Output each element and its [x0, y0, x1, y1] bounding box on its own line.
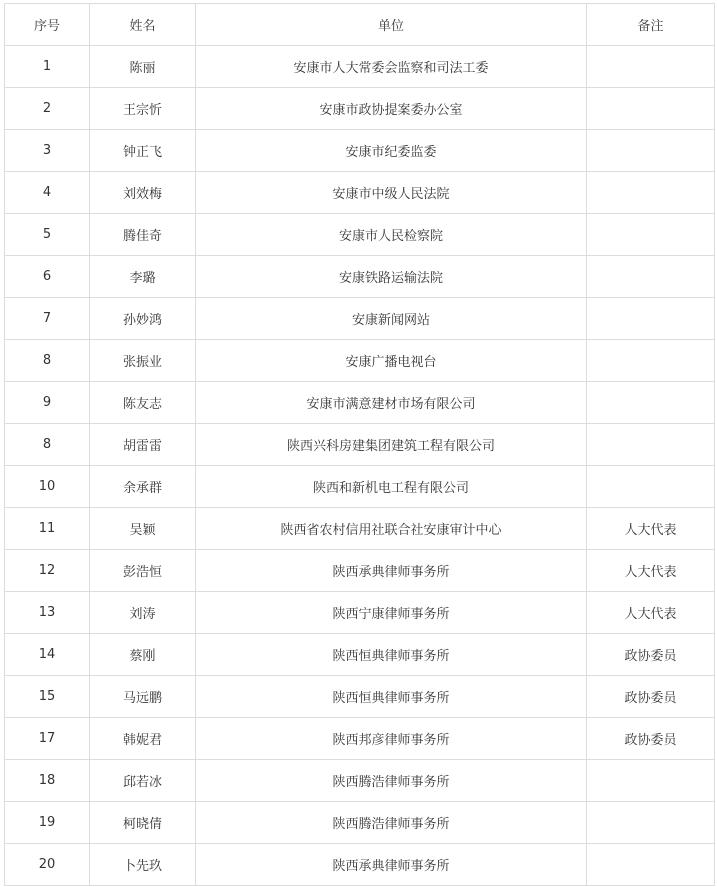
cell-name: 刘效梅 [90, 172, 196, 214]
cell-name: 腾佳奇 [90, 214, 196, 256]
cell-remarks [587, 466, 715, 508]
cell-serial: 13 [5, 592, 90, 634]
cell-remarks [587, 340, 715, 382]
cell-name: 柯晓倩 [90, 802, 196, 844]
cell-unit: 安康市政协提案委办公室 [196, 88, 587, 130]
table-row [5, 256, 715, 298]
cell-unit: 陕西承典律师事务所 [196, 550, 587, 592]
cell-serial: 5 [5, 214, 90, 256]
cell-remarks [587, 298, 715, 340]
cell-unit: 安康铁路运输法院 [196, 256, 587, 298]
table-row [5, 760, 715, 802]
table-body [5, 46, 715, 886]
table-row [5, 508, 715, 550]
cell-remarks [587, 172, 715, 214]
cell-unit: 安康广播电视台 [196, 340, 587, 382]
cell-serial: 8 [5, 424, 90, 466]
cell-remarks [587, 424, 715, 466]
cell-serial: 3 [5, 130, 90, 172]
cell-serial: 11 [5, 508, 90, 550]
cell-name: 韩妮君 [90, 718, 196, 760]
cell-name: 陈丽 [90, 46, 196, 88]
cell-remarks: 人大代表 [587, 592, 715, 634]
cell-unit: 安康市中级人民法院 [196, 172, 587, 214]
cell-unit: 陕西邦彦律师事务所 [196, 718, 587, 760]
table-header [5, 4, 715, 46]
header-unit: 单位 [196, 4, 587, 46]
table-row [5, 676, 715, 718]
cell-unit: 安康新闻网站 [196, 298, 587, 340]
cell-serial: 8 [5, 340, 90, 382]
table-row [5, 466, 715, 508]
cell-remarks [587, 844, 715, 886]
table-row [5, 340, 715, 382]
cell-remarks [587, 760, 715, 802]
cell-unit: 陕西腾浩律师事务所 [196, 802, 587, 844]
cell-remarks [587, 88, 715, 130]
cell-serial: 7 [5, 298, 90, 340]
cell-unit: 陕西恒典律师事务所 [196, 634, 587, 676]
table-row [5, 592, 715, 634]
cell-remarks [587, 382, 715, 424]
cell-serial: 18 [5, 760, 90, 802]
header-row [5, 4, 715, 46]
cell-unit: 陕西恒典律师事务所 [196, 676, 587, 718]
table-row [5, 844, 715, 886]
cell-remarks [587, 256, 715, 298]
cell-serial: 17 [5, 718, 90, 760]
cell-name: 马远鹏 [90, 676, 196, 718]
table-row [5, 46, 715, 88]
cell-name: 邱若冰 [90, 760, 196, 802]
table-row [5, 298, 715, 340]
cell-remarks: 政协委员 [587, 634, 715, 676]
cell-serial: 12 [5, 550, 90, 592]
cell-name: 陈友志 [90, 382, 196, 424]
header-name: 姓名 [90, 4, 196, 46]
cell-remarks: 人大代表 [587, 508, 715, 550]
table-row [5, 550, 715, 592]
cell-name: 彭浩恒 [90, 550, 196, 592]
table-row [5, 718, 715, 760]
cell-remarks: 政协委员 [587, 718, 715, 760]
cell-name: 卜先玖 [90, 844, 196, 886]
cell-remarks: 人大代表 [587, 550, 715, 592]
cell-name: 余承群 [90, 466, 196, 508]
cell-serial: 6 [5, 256, 90, 298]
cell-name: 孙妙鸿 [90, 298, 196, 340]
cell-remarks [587, 46, 715, 88]
cell-name: 刘涛 [90, 592, 196, 634]
cell-unit: 安康市满意建材市场有限公司 [196, 382, 587, 424]
cell-unit: 陕西承典律师事务所 [196, 844, 587, 886]
header-remarks: 备注 [587, 4, 715, 46]
cell-unit: 陕西宁康律师事务所 [196, 592, 587, 634]
cell-name: 胡雷雷 [90, 424, 196, 466]
cell-name: 钟正飞 [90, 130, 196, 172]
table-row [5, 130, 715, 172]
cell-name: 王宗忻 [90, 88, 196, 130]
cell-serial: 10 [5, 466, 90, 508]
table-row [5, 634, 715, 676]
table-row [5, 382, 715, 424]
cell-remarks [587, 802, 715, 844]
cell-name: 李璐 [90, 256, 196, 298]
cell-serial: 9 [5, 382, 90, 424]
table-row [5, 172, 715, 214]
cell-unit: 陕西腾浩律师事务所 [196, 760, 587, 802]
cell-name: 蔡刚 [90, 634, 196, 676]
cell-serial: 4 [5, 172, 90, 214]
cell-unit: 安康市人民检察院 [196, 214, 587, 256]
cell-name: 张振业 [90, 340, 196, 382]
cell-remarks [587, 130, 715, 172]
cell-serial: 14 [5, 634, 90, 676]
cell-serial: 20 [5, 844, 90, 886]
cell-remarks: 政协委员 [587, 676, 715, 718]
cell-serial: 15 [5, 676, 90, 718]
cell-unit: 安康市人大常委会监察和司法工委 [196, 46, 587, 88]
table-row [5, 802, 715, 844]
header-serial: 序号 [5, 4, 90, 46]
cell-serial: 19 [5, 802, 90, 844]
table-row [5, 88, 715, 130]
cell-remarks [587, 214, 715, 256]
roster-table [4, 3, 715, 886]
cell-serial: 1 [5, 46, 90, 88]
cell-unit: 安康市纪委监委 [196, 130, 587, 172]
cell-name: 吴颖 [90, 508, 196, 550]
table-row [5, 424, 715, 466]
table-row [5, 214, 715, 256]
cell-unit: 陕西和新机电工程有限公司 [196, 466, 587, 508]
cell-unit: 陕西省农村信用社联合社安康审计中心 [196, 508, 587, 550]
cell-unit: 陕西兴科房建集团建筑工程有限公司 [196, 424, 587, 466]
cell-serial: 2 [5, 88, 90, 130]
